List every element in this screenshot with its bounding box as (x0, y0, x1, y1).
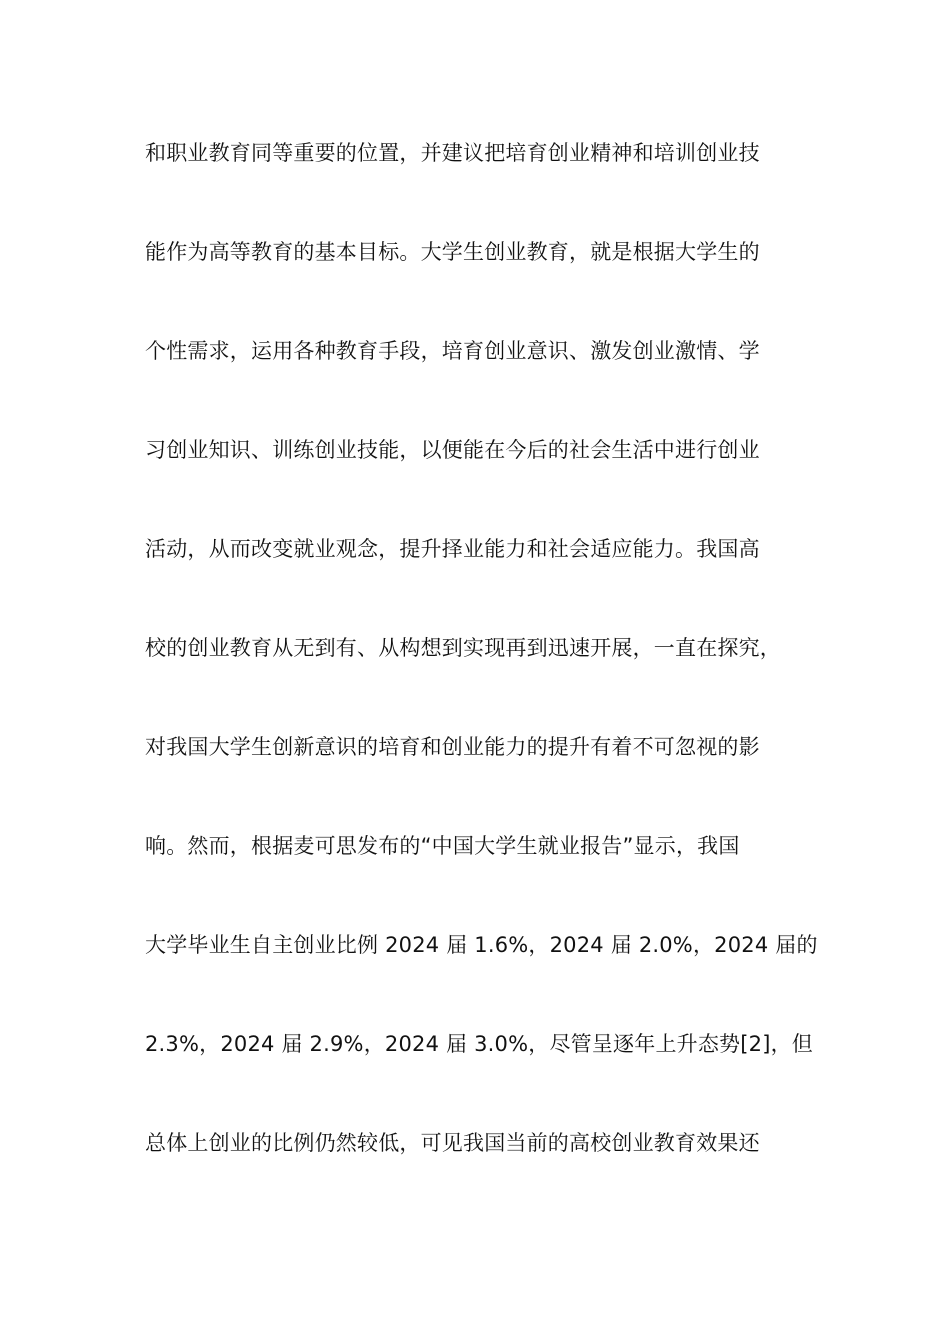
text-line-10: 2.3%，2024 届 2.9%，2024 届 3.0%，尽管呈逐年上升态势[2]，但 (145, 1032, 813, 1056)
text-line-11: 总体上创业的比例仍然较低，可见我国当前的高校创业教育效果还 (145, 1131, 760, 1155)
text-line-9: 大学毕业生自主创业比例 2024 届 1.6%，2024 届 2.0%，2024 届的 (145, 933, 818, 957)
text-line-2: 能作为高等教育的基本目标。大学生创业教育，就是根据大学生的 (145, 240, 760, 264)
text-line-4: 习创业知识、训练创业技能，以便能在今后的社会生活中进行创业 (145, 438, 760, 462)
text-line-6: 校的创业教育从无到有、从构想到实现再到迅速开展，一直在探究， (145, 636, 781, 660)
text-line-5: 活动，从而改变就业观念，提升择业能力和社会适应能力。我国高 (145, 537, 760, 561)
text-line-3: 个性需求，运用各种教育手段，培育创业意识、激发创业激情、学 (145, 339, 760, 363)
text-line-8: 响。然而，根据麦可思发布的“中国大学生就业报告”显示，我国 (145, 834, 740, 858)
text-line-7: 对我国大学生创新意识的培育和创业能力的提升有着不可忽视的影 (145, 735, 760, 759)
text-line-1: 和职业教育同等重要的位置，并建议把培育创业精神和培训创业技 (145, 141, 760, 165)
